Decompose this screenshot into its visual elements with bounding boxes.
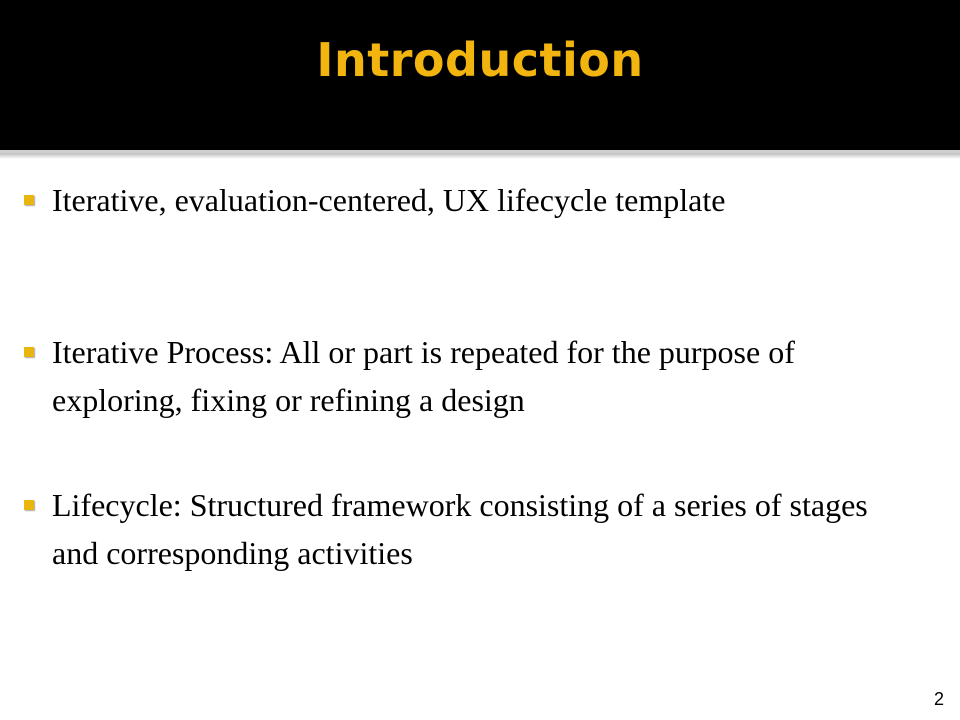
title-bar [0, 0, 960, 150]
bullet-text: Iterative, evaluation-centered, UX lifecycle template [52, 182, 726, 218]
square-bullet-icon [24, 500, 34, 510]
slide-title: Introduction [316, 33, 644, 87]
bullet-text: Iterative Process: All or part is repeated for the purpose of exploring, fixing or refining a design [52, 334, 795, 418]
square-bullet-icon [24, 195, 34, 205]
square-bullet-icon [24, 347, 34, 357]
page-number: 2 [933, 689, 944, 709]
bullet-text: Lifecycle: Structured framework consisting of a series of stages and corresponding activities [52, 487, 868, 571]
title-divider-shadow [0, 153, 960, 159]
